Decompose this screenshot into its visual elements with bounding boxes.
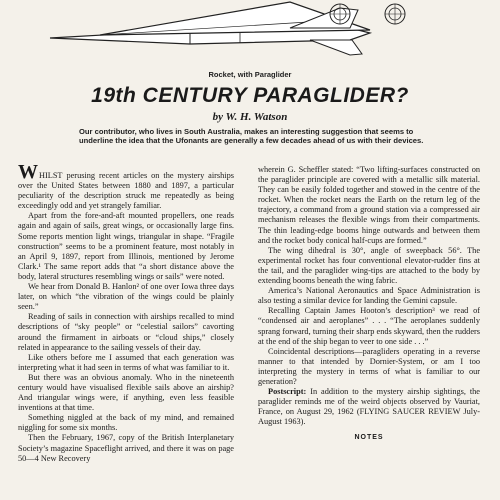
article-title: 19th CENTURY PARAGLIDER? xyxy=(91,84,409,107)
paragraph: The wing dihedral is 30°, angle of sweepback 56°. The experimental rocket has four conventional elevator-rudder fins at the tail, and the paraglider wing-tips are attached to the body by extending booms beneath the wing fabric. xyxy=(258,245,480,286)
postscript-label: Postscript: xyxy=(268,387,307,397)
article-column-right xyxy=(258,165,480,500)
paragraph: Then the February, 1967, copy of the British Interplanetary Society’s magazine Spaceflight arrived, and there it was on page 50—4 New Recovery xyxy=(18,433,234,463)
paragraph-text: In addition to the mystery airship sightings, the paraglider reminds me of the weird objects observed by Vauriat, France, on August 29, 1962 (FLYING SAUCER REVIEW July-August 1963). xyxy=(258,387,480,427)
paragraph: wherein G. Scheffler stated: “Two lifting-surfaces constructed on the paraglider principle are covered with a metallic silk material. They can be easily folded together and stowed in the centre of the rocket. When the rocket nears the Earth on the return leg of the trajectory, a command from a ground station via a compressed air mechanism releases the flexible wings from their compartments. The thin leading-edge booms hinge outwards and between them and the rocket body conical half-cups are formed.” xyxy=(258,165,480,245)
paragraph: Recalling Captain James Hooton’s description³ we read of “condensed air and aeroplanes” . . . “The aeroplanes suddenly sprang forward, turning their sharp ends skyward, then the rudders at the end of the ship began to veer to one side . . .” xyxy=(258,306,480,346)
paragraph-text: perusing recent articles on the mystery airships over the United States between 1880 and 1897, a particular peculiarity of the description struck me repeatedly as being exceedingly odd and yet strangely familiar. xyxy=(18,171,234,211)
paragraph: Reading of sails in connection with airships recalled to mind descriptions of “sky people” or “celestial sailors” cavorting around the firmament in airboats or “cloud ships,” closely related in appearance to the sailing vessels of their day. xyxy=(18,312,234,352)
paragraph: America’s National Aeronautics and Space Administration is also testing a similar device for landing the Gemini capsule. xyxy=(258,286,480,306)
article-byline: by W. H. Watson xyxy=(212,111,288,123)
paragraph: We hear from Donald B. Hanlon² of one over Iowa three days later, on which “the vibration of the wings could be plainly seen.” xyxy=(18,282,234,312)
drop-cap: W xyxy=(18,165,39,183)
paragraph: Like others before me I assumed that each generation was interpreting what it had seen in terms of what was familiar to it. xyxy=(18,352,234,372)
lead-in: HILST xyxy=(39,171,63,180)
notes-heading: NOTES xyxy=(354,434,384,442)
paragraph xyxy=(18,165,234,211)
paragraph: Apart from the fore-and-aft mounted propellers, one reads again and again of sails, great wings, or occasionally large fins. Some reports mention light wings, triangular in shape. “Fragile construction” seems to be a prominent feature, most notably in an April 9, 1897, report from Illinois, mentioned by Jerome Clark.¹ The same report adds that “a short distance above the body, lateral structures resembling wings or sails” were noted. xyxy=(18,211,234,281)
rocket-paraglider-illustration xyxy=(40,0,420,60)
article-column-left xyxy=(18,165,234,500)
paragraph: Coincidental descriptions—paragliders operating in a reverse manner to that intended by Dornier-System, or am I too interpreting the mystery in terms of what is familiar to our generation? xyxy=(258,346,480,386)
article-standfirst: Our contributor, who lives in South Australia, makes an interesting suggestion that seems to underline the idea that the Ufonants are generally a few decades ahead of us with their devices. xyxy=(79,127,424,146)
paragraph: Something niggled at the back of my mind, and remained niggling for some six months. xyxy=(18,413,234,433)
paragraph: But there was an obvious anomaly. Who in the nineteenth century would have visualised flexible sails above an airship? And triangular wings were, if anything, even less feasible inventions at that time. xyxy=(18,372,234,413)
paragraph xyxy=(258,387,480,427)
illustration-caption: Rocket, with Paraglider xyxy=(208,70,292,79)
